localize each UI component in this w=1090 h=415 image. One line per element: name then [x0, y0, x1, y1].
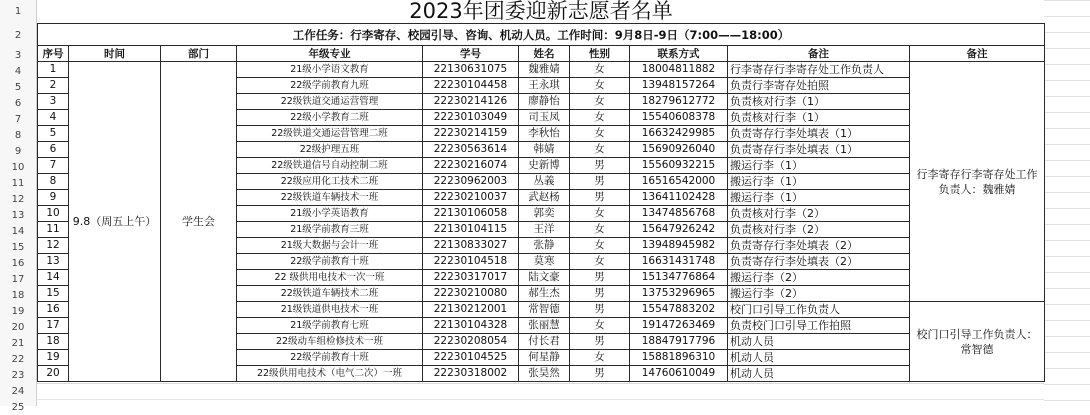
cell-gender[interactable]: 女 [570, 222, 630, 238]
cell-name[interactable]: 廖静怡 [519, 94, 570, 110]
task-description[interactable]: 工作任务：行李寄存、校园引导、咨询、机动人员。工作时间：9月8日-9日（7:00——18:00） [38, 24, 1045, 46]
cell-major[interactable]: 22 级供用电技术一次一班 [237, 270, 423, 286]
cell-note[interactable]: 搬运行李（2） [728, 270, 910, 286]
cell-name[interactable]: 丛義 [519, 174, 570, 190]
cell-major[interactable]: 22级应用化工技术二班 [237, 174, 423, 190]
cell-gender[interactable]: 男 [570, 334, 630, 350]
cell-name[interactable]: 莫寒 [519, 254, 570, 270]
cell-major[interactable]: 22级学前教育九班 [237, 78, 423, 94]
cell-dept[interactable]: 学生会 [161, 62, 237, 382]
cell-student-id[interactable]: 22230210037 [423, 190, 519, 206]
row-number[interactable]: 1 [14, 6, 22, 17]
cell-major[interactable]: 22级学前教育十班 [237, 254, 423, 270]
cell-student-id[interactable]: 22230104518 [423, 254, 519, 270]
cell-student-id[interactable]: 22130104115 [423, 222, 519, 238]
cell-contact[interactable]: 15547883202 [630, 302, 728, 318]
row-header-column [0, 0, 37, 413]
page-title[interactable]: 2023年团委迎新志愿者名单 [38, 0, 1045, 24]
cell-gender[interactable]: 男 [570, 286, 630, 302]
cell-no[interactable]: 19 [38, 350, 69, 366]
row-number[interactable]: 22 [11, 354, 25, 365]
cell-major[interactable]: 22级动车组检修技术一班 [237, 334, 423, 350]
cell-major[interactable]: 22级铁道交通运营管理二班 [237, 126, 423, 142]
cell-major[interactable]: 22级铁道车辆技术二班 [237, 286, 423, 302]
cell-name[interactable]: 张静 [519, 238, 570, 254]
cell-note[interactable]: 负责寄存行李处填表（1） [728, 126, 910, 142]
cell-group-note[interactable]: 校门口引导工作负责人：常智德 [910, 302, 1045, 382]
cell-note[interactable]: 负责校门口引导工作拍照 [728, 318, 910, 334]
cell-major[interactable]: 22级铁道车辆技术一班 [237, 190, 423, 206]
cell-name[interactable]: 王永琪 [519, 78, 570, 94]
spreadsheet-grid [1044, 0, 1090, 406]
header-time[interactable]: 时间 [69, 46, 161, 62]
cell-no[interactable]: 15 [38, 286, 69, 302]
row-number[interactable]: 15 [11, 242, 25, 253]
cell-major[interactable]: 22级学前教育十班 [237, 350, 423, 366]
cell-no[interactable]: 18 [38, 334, 69, 350]
cell-major[interactable]: 21级小学语文教育 [237, 62, 423, 78]
row-number[interactable]: 10 [11, 162, 25, 173]
cell-contact[interactable]: 15647926242 [630, 222, 728, 238]
cell-major[interactable]: 22级小学教育二班 [237, 110, 423, 126]
cell-note[interactable]: 负责核对行李（1） [728, 94, 910, 110]
cell-student-id[interactable]: 22130833027 [423, 238, 519, 254]
cell-no[interactable]: 1 [38, 62, 69, 78]
cell-gender[interactable]: 女 [570, 126, 630, 142]
cell-name[interactable]: 郝生杰 [519, 286, 570, 302]
cell-student-id[interactable]: 22130104328 [423, 318, 519, 334]
cell-major[interactable]: 21级小学英语教育 [237, 206, 423, 222]
cell-student-id[interactable]: 22130106058 [423, 206, 519, 222]
row-number[interactable]: 23 [11, 370, 25, 381]
cell-student-id[interactable]: 22230318002 [423, 366, 519, 382]
cell-no[interactable]: 11 [38, 222, 69, 238]
cell-no[interactable]: 5 [38, 126, 69, 142]
cell-name[interactable]: 郭奕 [519, 206, 570, 222]
cell-gender[interactable]: 男 [570, 174, 630, 190]
cell-no[interactable]: 6 [38, 142, 69, 158]
cell-gender[interactable]: 男 [570, 190, 630, 206]
row-number[interactable]: 19 [11, 306, 25, 317]
cell-name[interactable]: 何星静 [519, 350, 570, 366]
row-number[interactable]: 25 [11, 402, 25, 413]
row-number[interactable]: 24 [11, 386, 25, 397]
row-number[interactable]: 3 [14, 50, 22, 61]
cell-no[interactable]: 13 [38, 254, 69, 270]
row-number[interactable]: 9 [14, 146, 22, 157]
cell-gender[interactable]: 女 [570, 350, 630, 366]
cell-student-id[interactable]: 22230208054 [423, 334, 519, 350]
cell-note[interactable]: 机动人员 [728, 366, 910, 382]
cell-contact[interactable]: 13641102428 [630, 190, 728, 206]
cell-major[interactable]: 21级学前教育七班 [237, 318, 423, 334]
table-header-row [38, 46, 1045, 62]
cell-contact[interactable]: 15881896310 [630, 350, 728, 366]
cell-no[interactable]: 2 [38, 78, 69, 94]
cell-student-id[interactable]: 22230216074 [423, 158, 519, 174]
header-major[interactable]: 年级专业 [237, 46, 423, 62]
cell-contact[interactable]: 13474856768 [630, 206, 728, 222]
cell-time[interactable]: 9.8（周五上午） [69, 62, 161, 382]
cell-gender[interactable]: 女 [570, 318, 630, 334]
cell-note[interactable]: 机动人员 [728, 350, 910, 366]
cell-contact[interactable]: 13948945982 [630, 238, 728, 254]
cell-gender[interactable]: 男 [570, 366, 630, 382]
cell-name[interactable]: 韩婧 [519, 142, 570, 158]
cell-note[interactable]: 搬运行李（1） [728, 190, 910, 206]
cell-note[interactable]: 负责寄存行李处填表（2） [728, 238, 910, 254]
cell-gender[interactable]: 女 [570, 206, 630, 222]
cell-student-id[interactable]: 22130212001 [423, 302, 519, 318]
volunteer-table [37, 0, 1045, 382]
header-dept[interactable]: 部门 [161, 46, 237, 62]
cell-student-id[interactable]: 22230104458 [423, 78, 519, 94]
cell-name[interactable]: 武赵杨 [519, 190, 570, 206]
cell-contact[interactable]: 18847917796 [630, 334, 728, 350]
cell-major[interactable]: 22级铁道交通运营管理 [237, 94, 423, 110]
cell-contact[interactable]: 16632429985 [630, 126, 728, 142]
cell-contact[interactable]: 15540608378 [630, 110, 728, 126]
cell-student-id[interactable]: 22230962003 [423, 174, 519, 190]
row-number[interactable]: 4 [14, 66, 22, 77]
row-number[interactable]: 17 [11, 274, 25, 285]
cell-contact[interactable]: 15560932215 [630, 158, 728, 174]
cell-name[interactable]: 王洋 [519, 222, 570, 238]
cell-student-id[interactable]: 22230210080 [423, 286, 519, 302]
cell-major[interactable]: 21级大数据与会计一班 [237, 238, 423, 254]
cell-gender[interactable]: 男 [570, 270, 630, 286]
cell-student-id[interactable]: 22230103049 [423, 110, 519, 126]
empty-rows [37, 383, 1044, 407]
cell-contact[interactable]: 16516542000 [630, 174, 728, 190]
header-note[interactable]: 备注 [728, 46, 910, 62]
row-number[interactable]: 7 [14, 114, 22, 125]
cell-contact[interactable]: 16631431748 [630, 254, 728, 270]
cell-contact[interactable]: 15690926040 [630, 142, 728, 158]
row-number[interactable]: 11 [11, 178, 25, 189]
cell-major[interactable]: 22级铁道信号自动控制二班 [237, 158, 423, 174]
cell-no[interactable]: 7 [38, 158, 69, 174]
cell-no[interactable]: 12 [38, 238, 69, 254]
cell-contact[interactable]: 18279612772 [630, 94, 728, 110]
cell-note[interactable]: 机动人员 [728, 334, 910, 350]
cell-note[interactable]: 校门口引导工作负责人 [728, 302, 910, 318]
table-row [38, 62, 1045, 78]
cell-contact[interactable]: 13753296965 [630, 286, 728, 302]
cell-student-id[interactable]: 22230317017 [423, 270, 519, 286]
cell-name[interactable]: 陆文豪 [519, 270, 570, 286]
cell-major[interactable]: 22级护理五班 [237, 142, 423, 158]
cell-note[interactable]: 负责核对行李（1） [728, 110, 910, 126]
header-student-id[interactable]: 学号 [423, 46, 519, 62]
cell-student-id[interactable]: 22230214126 [423, 94, 519, 110]
row-number[interactable]: 13 [11, 210, 25, 221]
cell-no[interactable]: 8 [38, 174, 69, 190]
header-group-note[interactable]: 备注 [910, 46, 1045, 62]
cell-student-id[interactable]: 22230563614 [423, 142, 519, 158]
cell-no[interactable]: 17 [38, 318, 69, 334]
header-gender[interactable]: 性别 [570, 46, 630, 62]
cell-gender[interactable]: 女 [570, 254, 630, 270]
header-name[interactable]: 姓名 [519, 46, 570, 62]
cell-group-note[interactable]: 行李寄存行李寄存处工作负责人：魏雅婧 [910, 62, 1045, 302]
header-no[interactable]: 序号 [38, 46, 69, 62]
cell-contact[interactable]: 15134776864 [630, 270, 728, 286]
row-number[interactable]: 16 [11, 258, 25, 269]
cell-contact[interactable]: 18004811882 [630, 62, 728, 78]
cell-major[interactable]: 21级铁道供电技术一班 [237, 302, 423, 318]
cell-gender[interactable]: 女 [570, 238, 630, 254]
cell-note[interactable]: 负责核对行李（2） [728, 222, 910, 238]
cell-note[interactable]: 搬运行李（2） [728, 286, 910, 302]
row-number[interactable]: 18 [11, 290, 25, 301]
row-number[interactable]: 5 [14, 82, 22, 93]
row-number[interactable]: 21 [11, 338, 25, 349]
cell-no[interactable]: 4 [38, 110, 69, 126]
cell-contact[interactable]: 13948157264 [630, 78, 728, 94]
cell-name[interactable]: 付长君 [519, 334, 570, 350]
cell-no[interactable]: 10 [38, 206, 69, 222]
row-number[interactable]: 6 [14, 98, 22, 109]
cell-note[interactable]: 负责寄存行李处填表（1） [728, 142, 910, 158]
cell-gender[interactable]: 女 [570, 142, 630, 158]
cell-no[interactable]: 14 [38, 270, 69, 286]
cell-no[interactable]: 16 [38, 302, 69, 318]
cell-note[interactable]: 行李寄存行李寄存处工作负责人 [728, 62, 910, 78]
cell-gender[interactable]: 女 [570, 62, 630, 78]
cell-note[interactable]: 搬运行李（1） [728, 158, 910, 174]
cell-student-id[interactable]: 22230104525 [423, 350, 519, 366]
cell-student-id[interactable]: 22230214159 [423, 126, 519, 142]
cell-note[interactable]: 负责寄存行李处填表（2） [728, 254, 910, 270]
cell-gender[interactable]: 女 [570, 78, 630, 94]
row-number[interactable]: 20 [11, 322, 25, 333]
cell-major[interactable]: 21级学前教育三班 [237, 222, 423, 238]
cell-name[interactable]: 张昊然 [519, 366, 570, 382]
cell-major[interactable]: 22级供用电技术（电气二次）一班 [237, 366, 423, 382]
cell-gender[interactable]: 女 [570, 110, 630, 126]
cell-name[interactable]: 史新博 [519, 158, 570, 174]
cell-no[interactable]: 3 [38, 94, 69, 110]
cell-name[interactable]: 常智德 [519, 302, 570, 318]
cell-contact[interactable]: 14760610049 [630, 366, 728, 382]
row-number[interactable]: 8 [14, 130, 22, 141]
cell-gender[interactable]: 女 [570, 94, 630, 110]
cell-no[interactable]: 9 [38, 190, 69, 206]
cell-name[interactable]: 魏雅婧 [519, 62, 570, 78]
cell-contact[interactable]: 19147263469 [630, 318, 728, 334]
cell-note[interactable]: 负责行李寄存处拍照 [728, 78, 910, 94]
row-number[interactable]: 14 [11, 226, 25, 237]
cell-name[interactable]: 张丽慧 [519, 318, 570, 334]
cell-name[interactable]: 李秋怡 [519, 126, 570, 142]
cell-gender[interactable]: 男 [570, 158, 630, 174]
header-contact[interactable]: 联系方式 [630, 46, 728, 62]
cell-note[interactable]: 搬运行李（1） [728, 174, 910, 190]
cell-no[interactable]: 20 [38, 366, 69, 382]
cell-note[interactable]: 负责核对行李（2） [728, 206, 910, 222]
cell-gender[interactable]: 男 [570, 302, 630, 318]
row-number[interactable]: 2 [14, 30, 22, 41]
cell-name[interactable]: 司玉凤 [519, 110, 570, 126]
cell-student-id[interactable]: 22130631075 [423, 62, 519, 78]
row-number[interactable]: 12 [11, 194, 25, 205]
